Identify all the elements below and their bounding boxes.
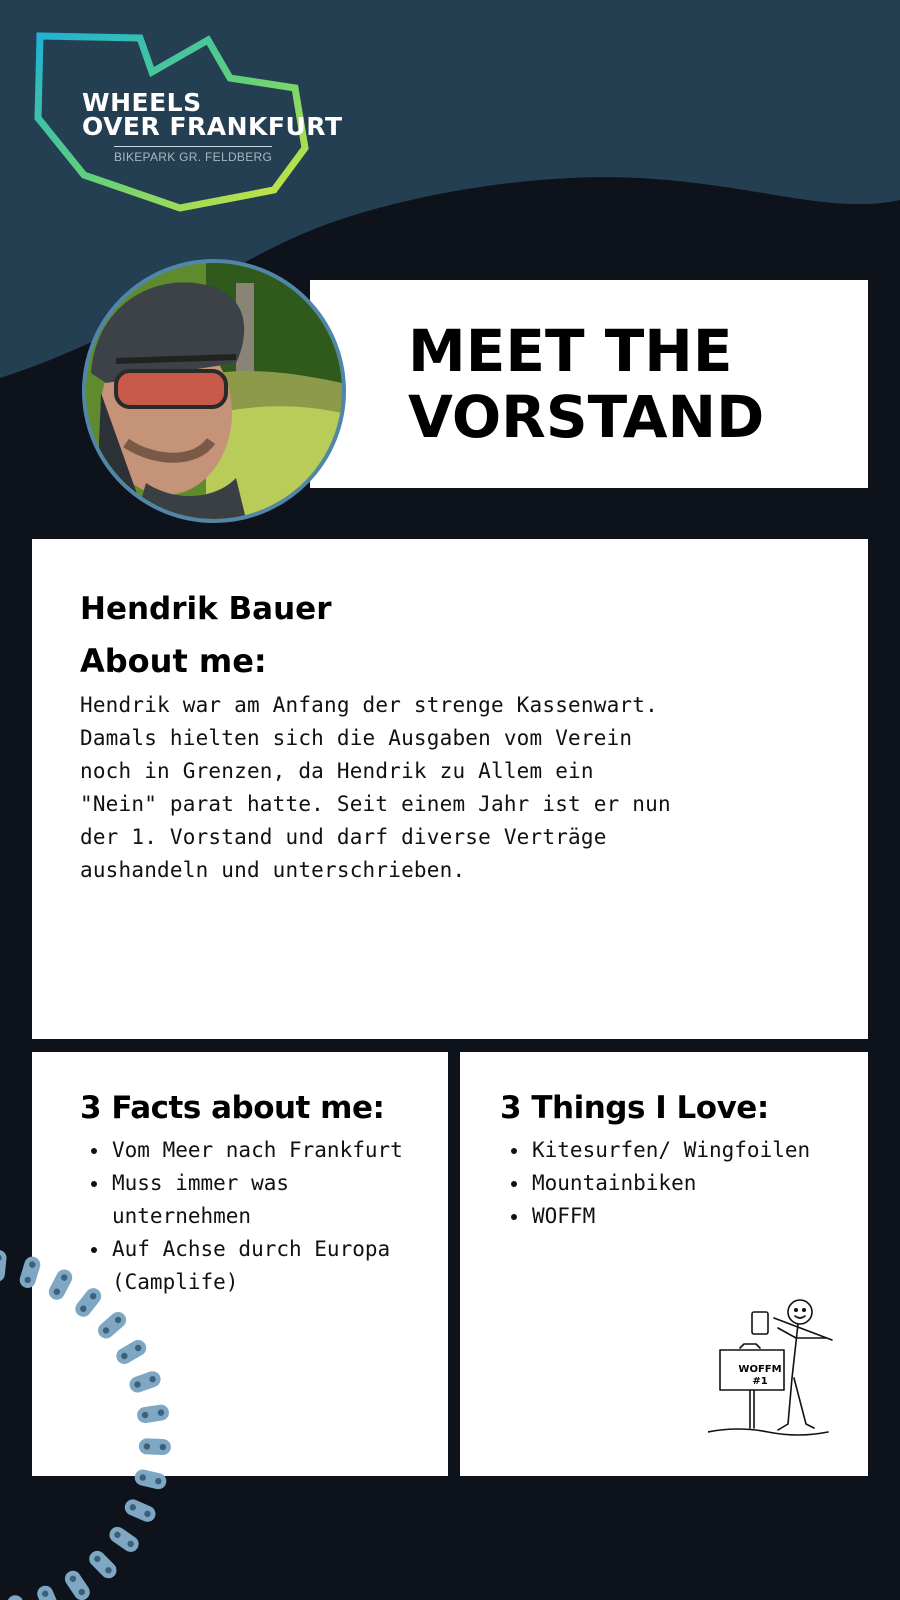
about-text: Hendrik war am Anfang der strenge Kassenwart. Damals hielten sich die Ausgaben vom Verein noch in Grenzen, da Hendrik zu Allem ein "Nein" parat hatte. Seit einem Jahr ist er nun der 1. Vorstand und darf diverse Verträge aushandeln und unterschrieben. <box>80 693 671 882</box>
logo-title-line1: WHEELS <box>82 88 202 117</box>
facts-card <box>32 1052 448 1476</box>
list-item: • Vom Meer nach Frankfurt <box>110 1134 440 1167</box>
page-title-line2: VORSTAND <box>408 383 765 451</box>
page-title-line1: MEET THE <box>408 317 733 385</box>
about-heading: About me: <box>80 642 267 680</box>
about-card <box>32 539 868 1039</box>
loves-list <box>500 1134 860 1233</box>
logo-subtitle: BIKEPARK GR. FELDBERG <box>114 146 272 164</box>
list-item: • Auf Achse durch Europa (Camplife) <box>110 1233 440 1299</box>
profile-photo-image <box>86 263 342 519</box>
club-logo[interactable] <box>30 30 370 215</box>
list-item: • WOFFM <box>530 1200 860 1233</box>
member-name: Hendrik Bauer <box>80 591 332 627</box>
list-item: • Kitesurfen/ Wingfoilen <box>530 1134 860 1167</box>
list-item: • Mountainbiken <box>530 1167 860 1200</box>
facts-heading: 3 Facts about me: <box>80 1090 385 1126</box>
logo-title-line2: OVER FRANKFURT <box>82 112 343 141</box>
profile-photo <box>82 259 346 523</box>
page-title <box>408 318 764 450</box>
list-item: • Muss immer was unternehmen <box>110 1167 440 1233</box>
facts-list <box>80 1134 440 1299</box>
sign-label: WOFFM #1 <box>738 1364 782 1387</box>
loves-heading: 3 Things I Love: <box>500 1090 769 1126</box>
